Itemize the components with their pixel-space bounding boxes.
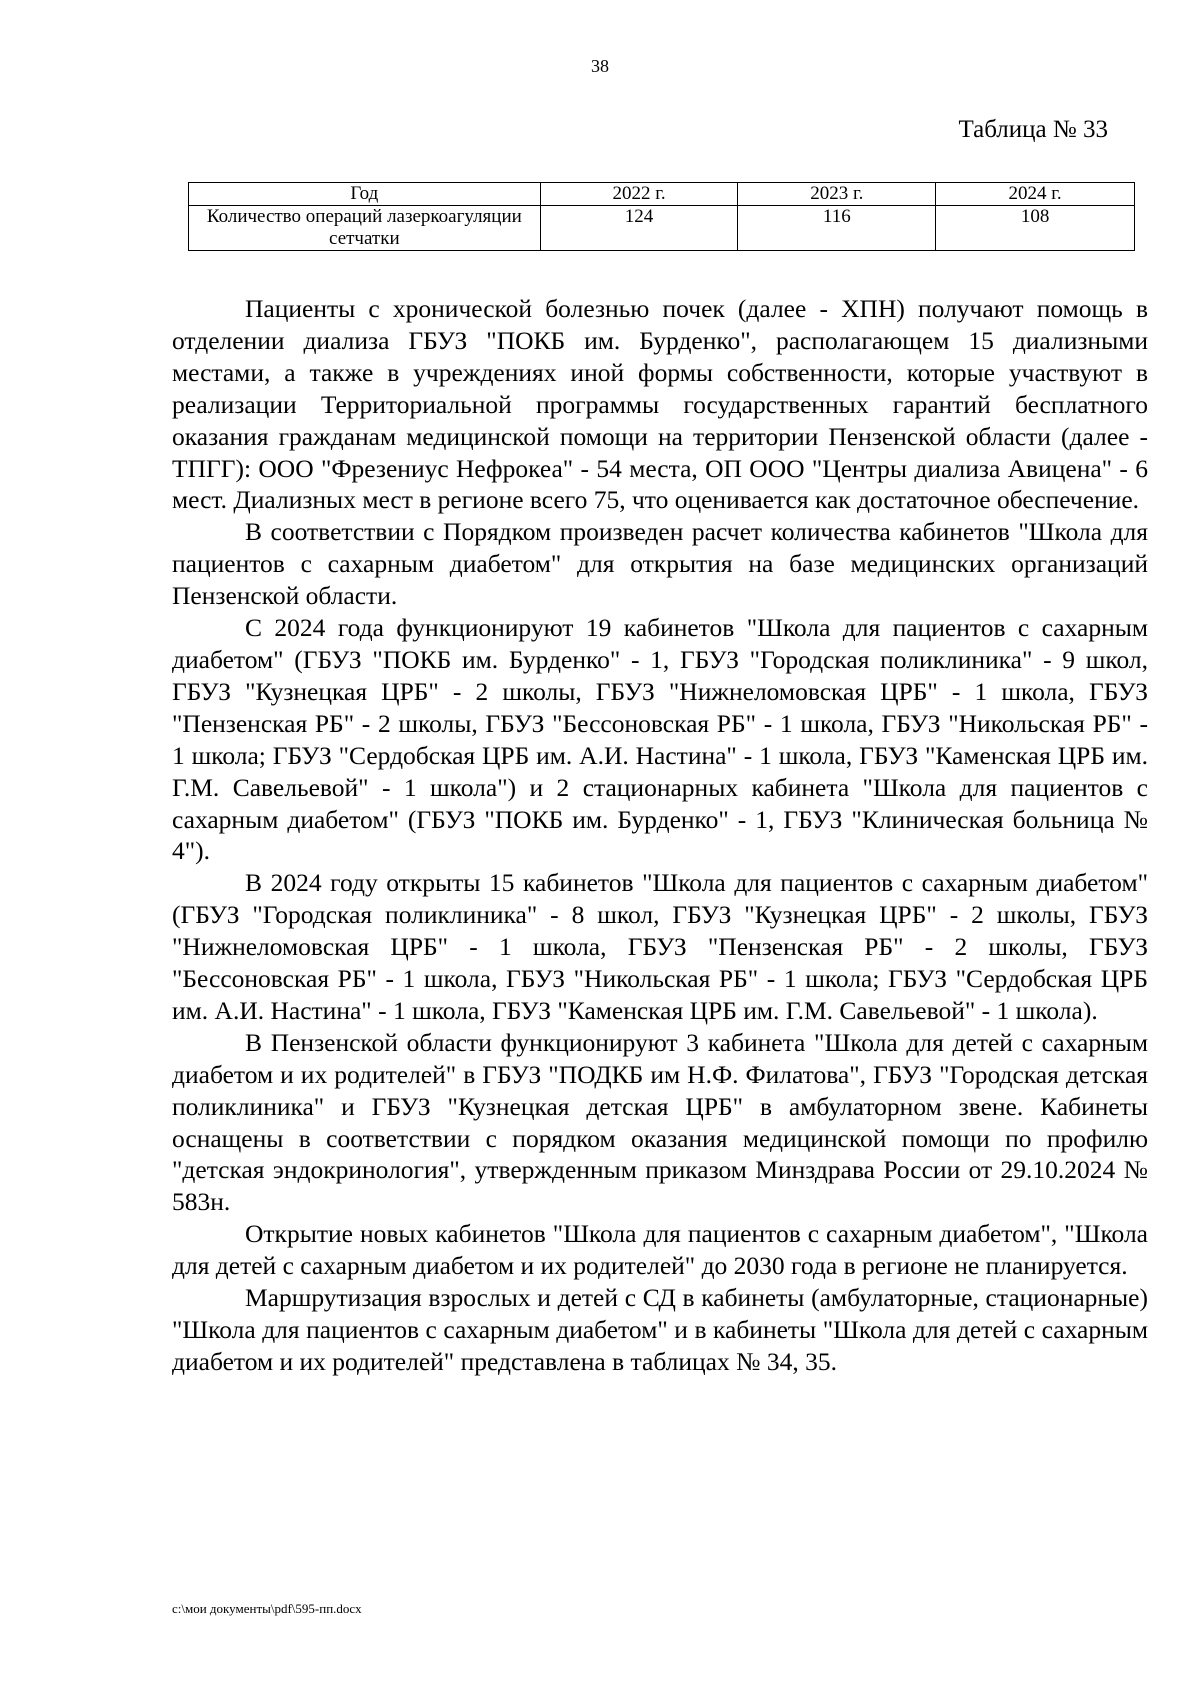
table-header-cell: 2023 г. [738,183,936,206]
paragraph: Открытие новых кабинетов "Школа для пациентов с сахарным диабетом", "Школа для детей с сахарным диабетом и их родителей" до 2030 года в регионе не планируется. [172,1219,1148,1281]
table-header-cell: 2022 г. [540,183,738,206]
table-cell: 108 [936,206,1135,251]
table-header-cell: 2024 г. [936,183,1135,206]
table-caption: Таблица № 33 [958,116,1108,143]
table-header-cell: Год [189,183,541,206]
table-cell: 116 [738,206,936,251]
paragraph: Пациенты с хронической болезнью почек (далее - ХПН) получают помощь в отделении диализа ГБУЗ "ПОКБ им. Бурденко", располагающем 15 диализными местами, а также в учреждениях иной формы собственности, которые участвуют в реализации Территориальной программы государственных гарантий бесплатного оказания гражданам медицинской помощи на территории Пензенской области (далее - ТПГГ): ООО "Фрезениус Нефрокеа" - 54 места, ОП ООО "Центры диализа Авицена" - 6 мест. Диализных мест в регионе всего 75, что оценивается как достаточное обеспечение. [172,294,1148,515]
table-header-row [189,183,1135,206]
surgery-count-table [188,182,1135,251]
table-cell: 124 [540,206,738,251]
footer-file-path: c:\мои документы\pdf\595-пп.docx [172,1601,362,1616]
table-cell: Количество операций лазеркоагуляции сетчатки [189,206,541,251]
page-number: 38 [591,56,609,76]
paragraph: В Пензенской области функционируют 3 кабинета "Школа для детей с сахарным диабетом и их родителей" в ГБУЗ "ПОДКБ им Н.Ф. Филатова", ГБУЗ "Городская детская поликлиника" и ГБУЗ "Кузнецкая детская ЦРБ" в амбулаторном звене. Кабинеты оснащены в соответствии с порядком оказания медицинской помощи по профилю "детская эндокринология", утвержденным приказом Минздрава России от 29.10.2024 № 583н. [172,1027,1148,1217]
paragraph: С 2024 года функционируют 19 кабинетов "Школа для пациентов с сахарным диабетом" (ГБУЗ "ПОКБ им. Бурденко" - 1, ГБУЗ "Городская поликлиника" - 9 школ, ГБУЗ "Кузнецкая ЦРБ" - 2 школы, ГБУЗ "Нижнеломовская ЦРБ" - 1 школа, ГБУЗ "Пензенская РБ" - 2 школы, ГБУЗ "Бессоновская РБ" - 1 школа, ГБУЗ "Никольская РБ" - 1 школа; ГБУЗ "Сердобская ЦРБ им. А.И. Настина" - 1 школа, ГБУЗ "Каменская ЦРБ им. Г.М. Савельевой" - 1 школа") и 2 стационарных кабинета "Школа для пациентов с сахарным диабетом" (ГБУЗ "ПОКБ им. Бурденко" - 1, ГБУЗ "Клиническая больница № 4"). [172,613,1148,866]
document-body [172,293,1148,1378]
paragraph: В 2024 году открыты 15 кабинетов "Школа для пациентов с сахарным диабетом" (ГБУЗ "Городская поликлиника" - 8 школ, ГБУЗ "Кузнецкая ЦРБ" - 2 школы, ГБУЗ "Нижнеломовская ЦРБ" - 1 школа, ГБУЗ "Пензенская РБ" - 2 школы, ГБУЗ "Бессоновская РБ" - 1 школа, ГБУЗ "Никольская РБ" - 1 школа; ГБУЗ "Сердобская ЦРБ им. А.И. Настина" - 1 школа, ГБУЗ "Каменская ЦРБ им. Г.М. Савельевой" - 1 школа). [172,868,1148,1025]
paragraph: Маршрутизация взрослых и детей с СД в кабинеты (амбулаторные, стационарные) "Школа для пациентов с сахарным диабетом" и в кабинеты "Школа для детей с сахарным диабетом и их родителей" представлена в таблицах № 34, 35. [172,1283,1148,1376]
table-row [189,206,1135,251]
paragraph: В соответствии с Порядком произведен расчет количества кабинетов "Школа для пациентов с сахарным диабетом" для открытия на базе медицинских организаций Пензенской области. [172,517,1148,611]
